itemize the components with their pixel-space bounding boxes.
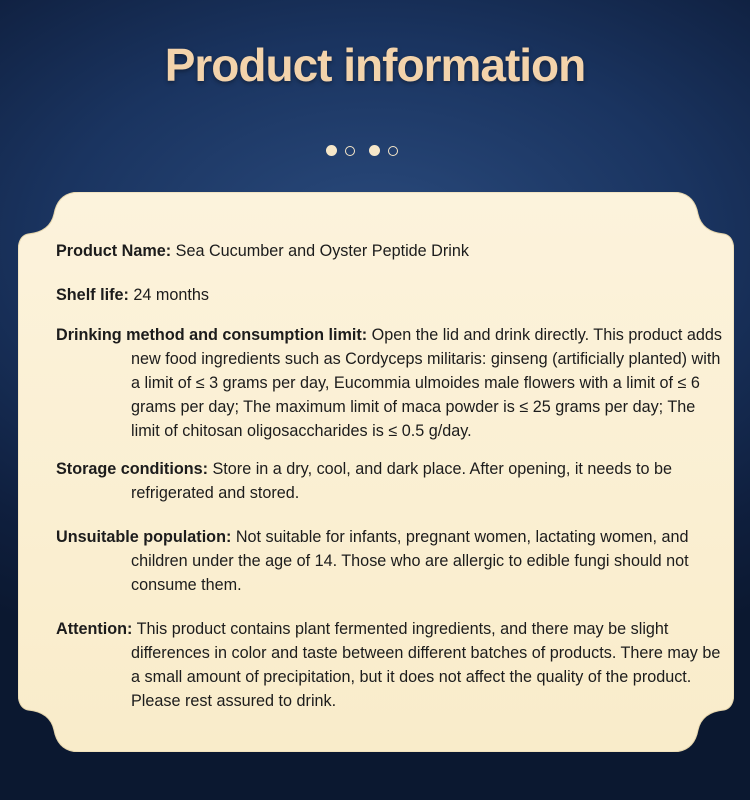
field-attention-label: Attention: xyxy=(56,620,133,638)
field-attention-value: This product contains plant fermented ingredients, and there may be slight differences in color and taste between different batches of products. There may be a small amount of precipitation, but it does not affect the quality of the product. Please rest assured to drink. xyxy=(131,620,721,710)
pagination-dot-4[interactable] xyxy=(388,146,398,156)
product-info-card xyxy=(18,192,734,752)
pagination-dot-3[interactable] xyxy=(369,145,380,156)
field-product-name-label: Product Name: xyxy=(56,242,172,260)
pagination-dot-2[interactable] xyxy=(345,146,355,156)
field-unsuitable-population xyxy=(56,525,726,597)
field-attention xyxy=(56,617,726,713)
field-drinking-method xyxy=(56,323,726,443)
field-shelf-life-value: 24 months xyxy=(133,286,209,304)
page-title: Product information xyxy=(164,39,586,91)
pagination-dot-1[interactable] xyxy=(326,145,337,156)
field-storage-conditions xyxy=(56,457,726,505)
field-storage-conditions-label: Storage conditions: xyxy=(56,460,208,478)
field-drinking-method-label: Drinking method and consumption limit: xyxy=(56,326,368,344)
field-storage-conditions-value: Store in a dry, cool, and dark place. After opening, it needs to be refrigerated and stored. xyxy=(131,460,673,502)
field-unsuitable-population-value: Not suitable for infants, pregnant women, lactating women, and children under the age of 14. Those who are allergic to edible fungi should not consume them. xyxy=(131,528,689,594)
pagination-dots xyxy=(326,145,406,156)
field-product-name xyxy=(56,239,726,263)
field-drinking-method-value: Open the lid and drink directly. This product adds new food ingredients such as Cordyceps militaris: ginseng (artificially planted) with a limit of ≤ 3 grams per day, Eucommia ulmoides male flowers with a limit of ≤ 6 grams per day; The maximum limit of maca powder is ≤ 25 grams per day; The limit of chitosan oligosaccharides is ≤ 0.5 g/day. xyxy=(131,326,722,440)
field-product-name-value: Sea Cucumber and Oyster Peptide Drink xyxy=(175,242,469,260)
field-unsuitable-population-label: Unsuitable population: xyxy=(56,528,232,546)
field-shelf-life-label: Shelf life: xyxy=(56,286,129,304)
product-info-content xyxy=(56,239,726,713)
field-shelf-life xyxy=(56,283,726,307)
